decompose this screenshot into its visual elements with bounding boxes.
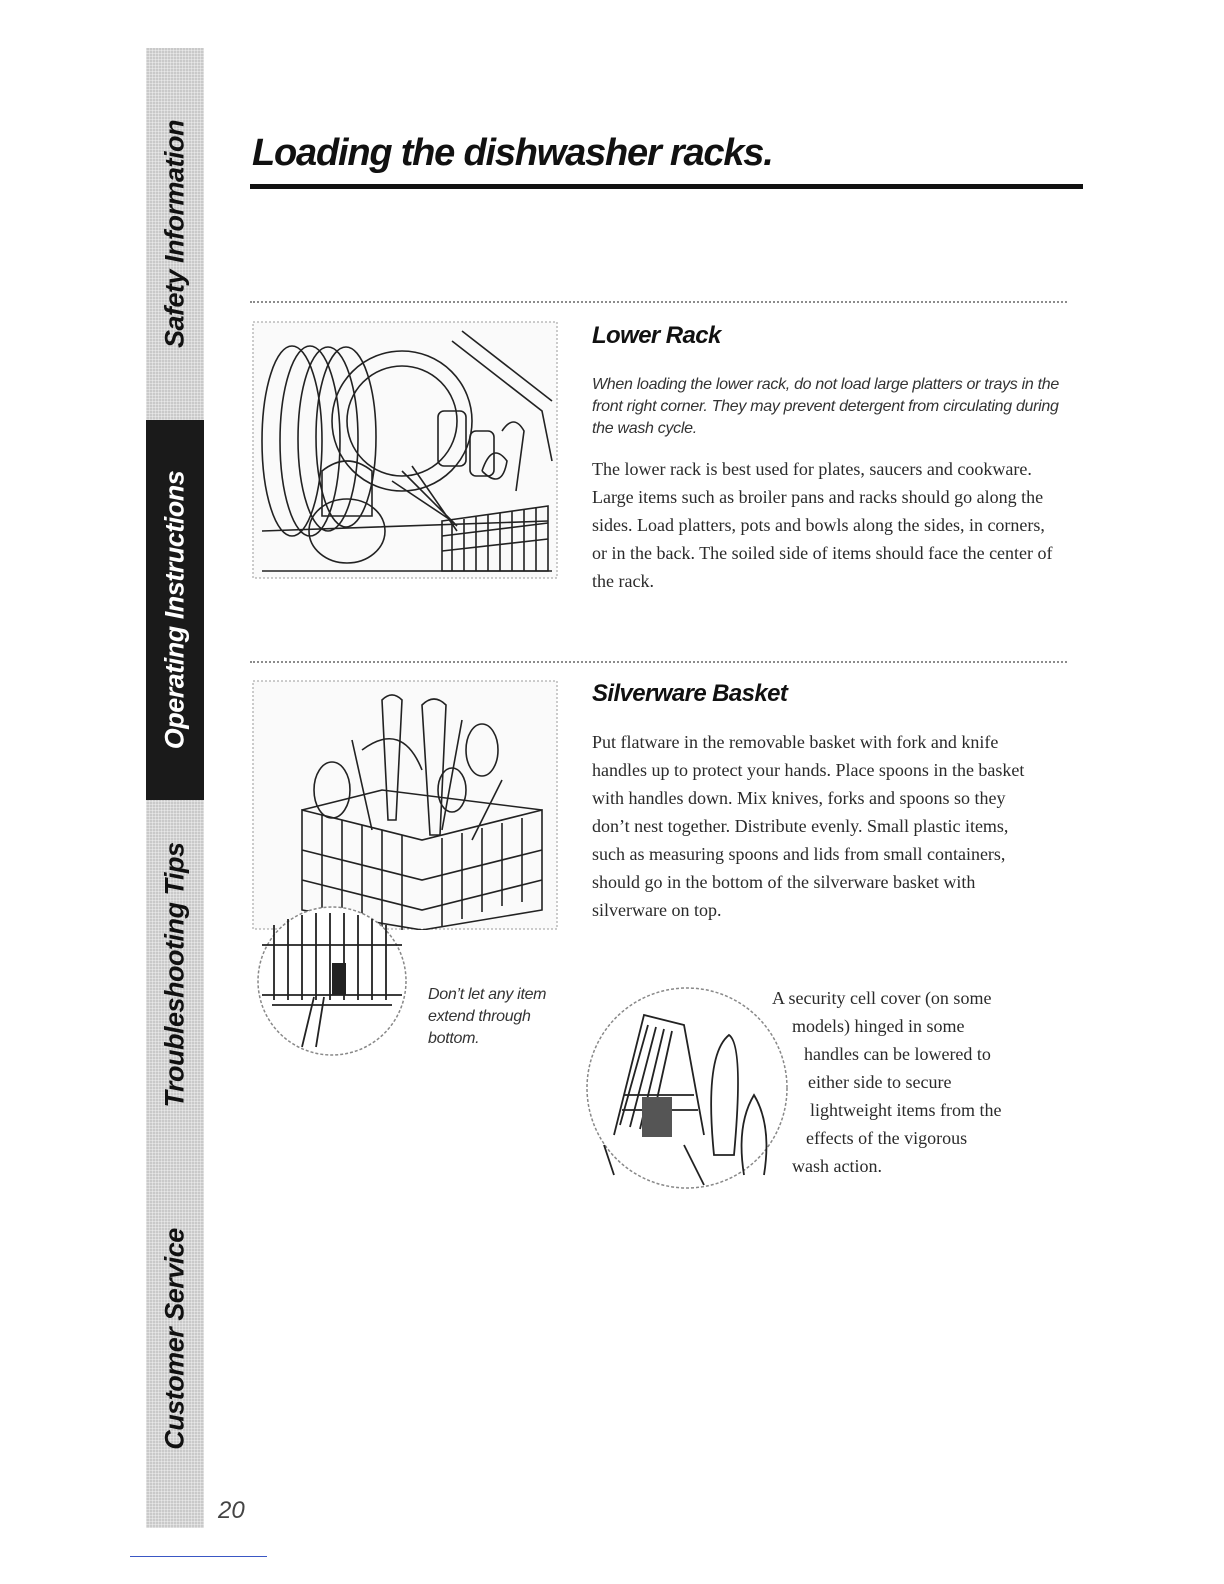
tab-troubleshooting-tips[interactable] — [146, 800, 204, 1150]
basket-bottom-closeup-illustration — [252, 905, 412, 1057]
tab-operating-instructions[interactable] — [146, 420, 204, 800]
tab-label: Safety Information — [159, 119, 190, 349]
lower-rack-illustration — [252, 321, 558, 579]
section-divider — [250, 301, 1067, 303]
cover-text-line: effects of the vigorous — [806, 1128, 968, 1148]
footer-line — [130, 1556, 267, 1557]
tab-safety-information[interactable] — [146, 48, 204, 420]
lower-rack-note: When loading the lower rack, do not load large platters or trays in the front right corner. They may prevent detergent from circulating during the wash cycle. — [592, 376, 1059, 437]
tab-customer-service[interactable] — [146, 1150, 204, 1528]
page-number: 20 — [218, 1497, 245, 1524]
title-divider — [250, 184, 1083, 189]
silverware-basket-heading: Silverware Basket — [592, 680, 788, 707]
cover-text-line: wash action. — [792, 1156, 882, 1176]
cover-text-line: either side to secure — [808, 1072, 952, 1092]
security-cell-cover-illustration — [584, 985, 790, 1191]
cover-text-line: models) hinged in some — [792, 1016, 965, 1036]
tab-label: Troubleshooting Tips — [159, 842, 190, 1108]
section-divider — [250, 661, 1067, 663]
silverware-basket-body: Put flatware in the removable basket with fork and knife handles up to protect your hands. Place spoons in the basket with handles down. Mix knives, forks and spoons so they don’t nest together. Distribute evenly. Small plastic items, such as measuring spoons and lids from small containers, should go in the bottom of the silverware basket with silverware on top. — [592, 732, 1025, 920]
basket-caption: Don’t let any item extend through bottom. — [428, 986, 547, 1047]
tab-label: Operating Instructions — [159, 470, 190, 750]
lower-rack-heading: Lower Rack — [592, 322, 721, 349]
lower-rack-body: The lower rack is best used for plates, saucers and cookware. Large items such as broiler pans and racks should go along the sides. Load platters, pots and bowls along the sides, in corners, or in the back. The soiled side of items should face the center of the rack. — [592, 459, 1053, 591]
page-title: Loading the dishwasher racks. — [252, 132, 773, 174]
cover-text-line: A security cell cover (on some — [772, 988, 992, 1008]
tab-label: Customer Service — [159, 1228, 190, 1450]
cover-text-line: lightweight items from the — [810, 1100, 1002, 1120]
silverware-basket-illustration — [252, 680, 558, 930]
cover-text-line: handles can be lowered to — [804, 1044, 991, 1064]
